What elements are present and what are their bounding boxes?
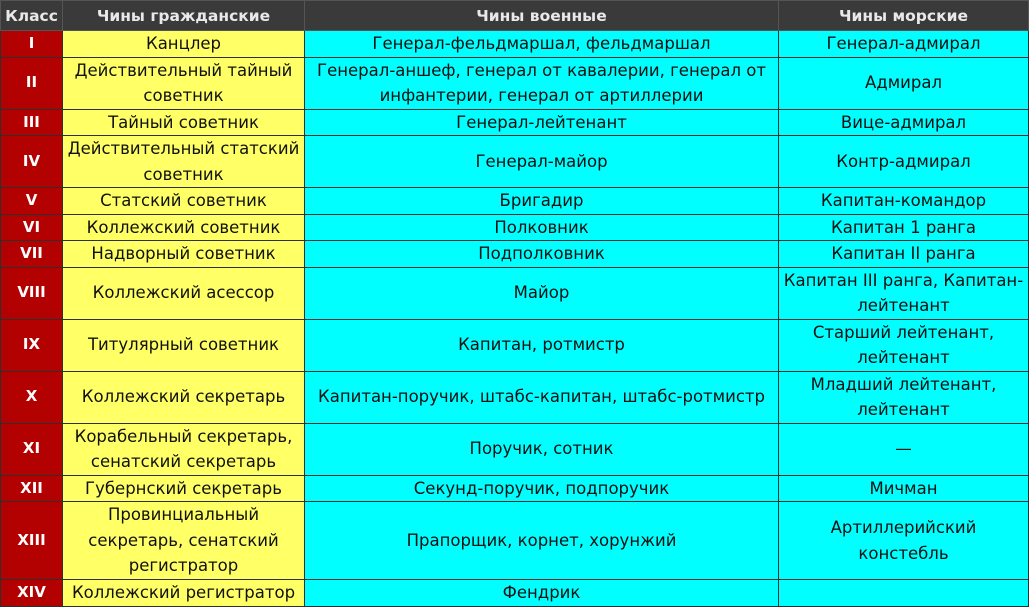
civil-rank-cell: Надворный советник <box>63 241 305 268</box>
naval-rank-cell: Капитан III ранга, Капитан-лейтенант <box>779 267 1029 319</box>
military-rank-cell: Бригадир <box>305 188 779 215</box>
military-rank-cell: Генерал-фельдмаршал, фельдмаршал <box>305 31 779 58</box>
civil-rank-cell: Корабельный секретарь, сенатский секретарь <box>63 423 305 475</box>
military-rank-cell: Капитан, ротмистр <box>305 319 779 371</box>
naval-rank-cell: Вице-адмирал <box>779 109 1029 136</box>
civil-rank-cell: Коллежский советник <box>63 214 305 241</box>
naval-rank-cell: Капитан-командор <box>779 188 1029 215</box>
table-row <box>1 109 1029 136</box>
table-row <box>1 136 1029 188</box>
military-rank-cell: Подполковник <box>305 241 779 268</box>
header-civil-ranks: Чины гражданские <box>63 1 305 31</box>
military-rank-cell: Генерал-аншеф, генерал от кавалерии, генерал от инфантерии, генерал от артиллерии <box>305 57 779 109</box>
naval-rank-cell: Мичман <box>779 475 1029 502</box>
civil-rank-cell: Действительный статский советник <box>63 136 305 188</box>
naval-rank-cell: Артиллерийский констебль <box>779 502 1029 580</box>
table-row <box>1 475 1029 502</box>
civil-rank-cell: Тайный советник <box>63 109 305 136</box>
table-row <box>1 423 1029 475</box>
naval-rank-cell: Контр-адмирал <box>779 136 1029 188</box>
table-row <box>1 502 1029 580</box>
naval-rank-cell: Старший лейтенант, лейтенант <box>779 319 1029 371</box>
class-cell: XI <box>1 423 63 475</box>
naval-rank-cell: Младший лейтенант, лейтенант <box>779 371 1029 423</box>
class-cell: IV <box>1 136 63 188</box>
military-rank-cell: Генерал-майор <box>305 136 779 188</box>
military-rank-cell: Майор <box>305 267 779 319</box>
naval-rank-cell: Генерал-адмирал <box>779 31 1029 58</box>
military-rank-cell: Секунд-поручик, подпоручик <box>305 475 779 502</box>
civil-rank-cell: Губернский секретарь <box>63 475 305 502</box>
table-row <box>1 188 1029 215</box>
class-cell: XIII <box>1 502 63 580</box>
naval-rank-cell: Адмирал <box>779 57 1029 109</box>
class-cell: VII <box>1 241 63 268</box>
military-rank-cell: Капитан-поручик, штабс-капитан, штабс-ротмистр <box>305 371 779 423</box>
class-cell: XII <box>1 475 63 502</box>
naval-rank-cell: Капитан II ранга <box>779 241 1029 268</box>
civil-rank-cell: Канцлер <box>63 31 305 58</box>
header-row <box>1 1 1029 31</box>
class-cell: VIII <box>1 267 63 319</box>
naval-rank-cell: — <box>779 423 1029 475</box>
header-naval-ranks: Чины морские <box>779 1 1029 31</box>
civil-rank-cell: Статский советник <box>63 188 305 215</box>
civil-rank-cell: Действительный тайный советник <box>63 57 305 109</box>
class-cell: XIV <box>1 580 63 607</box>
military-rank-cell: Прапорщик, корнет, хорунжий <box>305 502 779 580</box>
table-row <box>1 580 1029 607</box>
military-rank-cell: Фендрик <box>305 580 779 607</box>
class-cell: I <box>1 31 63 58</box>
header-class: Класс <box>1 1 63 31</box>
table-row <box>1 214 1029 241</box>
class-cell: II <box>1 57 63 109</box>
class-cell: X <box>1 371 63 423</box>
civil-rank-cell: Титулярный советник <box>63 319 305 371</box>
civil-rank-cell: Коллежский регистратор <box>63 580 305 607</box>
table-row <box>1 371 1029 423</box>
military-rank-cell: Полковник <box>305 214 779 241</box>
table-row <box>1 319 1029 371</box>
class-cell: V <box>1 188 63 215</box>
table-row <box>1 57 1029 109</box>
military-rank-cell: Генерал-лейтенант <box>305 109 779 136</box>
table-row <box>1 241 1029 268</box>
civil-rank-cell: Провинциальный секретарь, сенатский регистратор <box>63 502 305 580</box>
civil-rank-cell: Коллежский секретарь <box>63 371 305 423</box>
naval-rank-cell: Капитан 1 ранга <box>779 214 1029 241</box>
naval-rank-cell <box>779 580 1029 607</box>
civil-rank-cell: Коллежский асессор <box>63 267 305 319</box>
military-rank-cell: Поручик, сотник <box>305 423 779 475</box>
class-cell: III <box>1 109 63 136</box>
class-cell: VI <box>1 214 63 241</box>
table-row <box>1 267 1029 319</box>
class-cell: IX <box>1 319 63 371</box>
table-row <box>1 31 1029 58</box>
header-military-ranks: Чины военные <box>305 1 779 31</box>
